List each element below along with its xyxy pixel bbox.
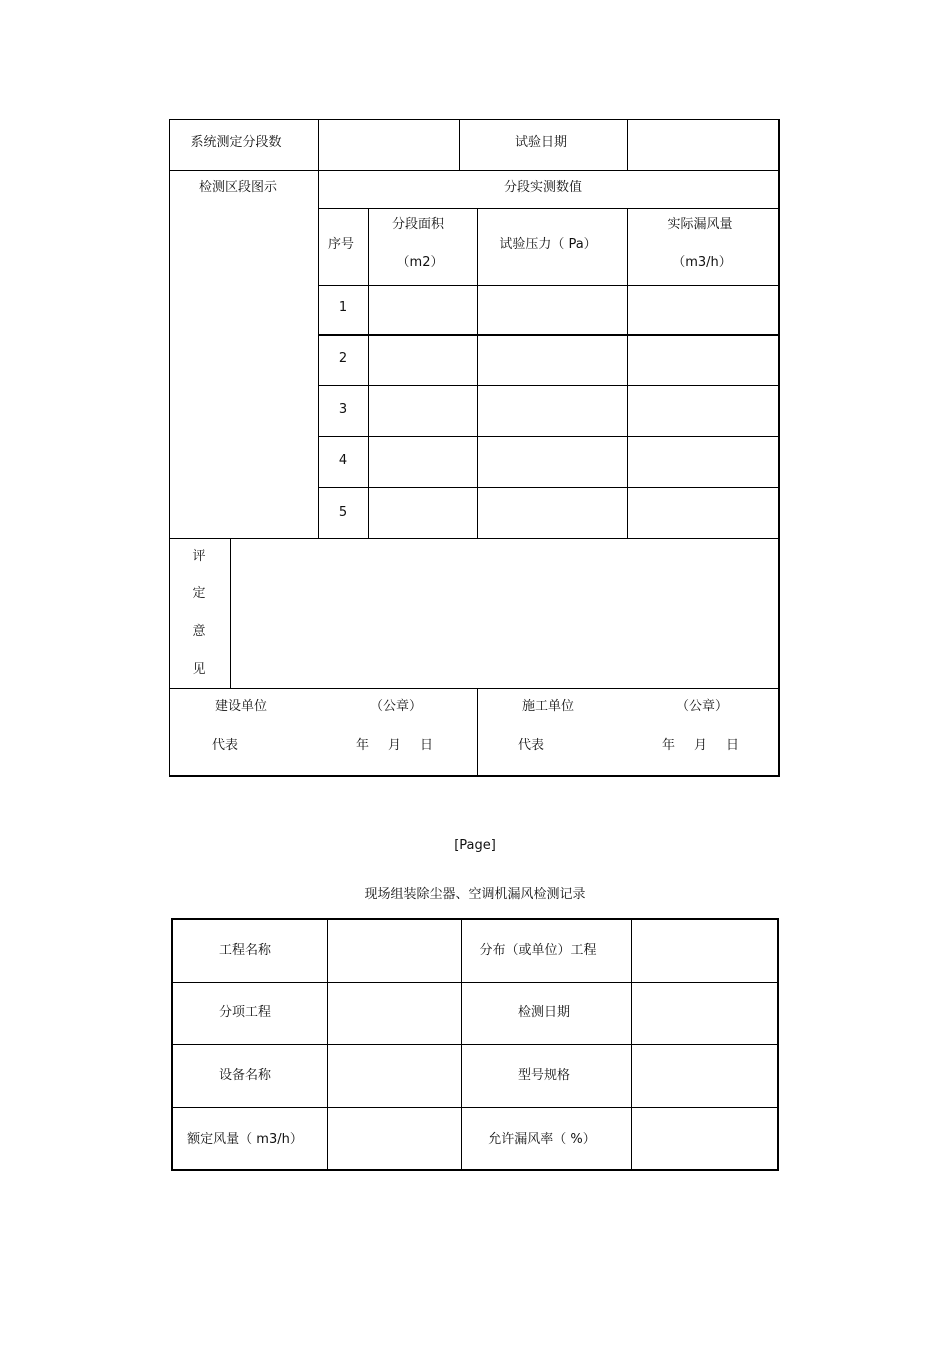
row-number: 2 xyxy=(338,351,348,366)
row-number: 3 xyxy=(338,402,348,417)
table1-hline xyxy=(318,208,780,209)
sub-item-label: 分项工程 xyxy=(218,1005,272,1020)
left-month-label: 月 xyxy=(388,738,402,753)
table2-vline xyxy=(631,918,632,1171)
table1-hline xyxy=(318,385,780,386)
left-seal-label: （公章） xyxy=(370,699,423,714)
opinion-char: 意 xyxy=(192,624,206,639)
table2-hline xyxy=(171,1044,779,1045)
table1-hline xyxy=(318,285,780,286)
right-seal-label: （公章） xyxy=(676,699,729,714)
inspect-date-label: 检测日期 xyxy=(517,1005,571,1020)
col-seq-header: 序号 xyxy=(327,237,355,252)
table1-vline xyxy=(627,208,628,538)
row-number: 1 xyxy=(338,300,348,315)
left-rep-label: 代表 xyxy=(212,738,239,753)
table1-hline xyxy=(169,538,780,539)
col-pressure-header: 试验压力（ Pa） xyxy=(499,237,597,252)
rated-air-label: 额定风量（ m3/h） xyxy=(187,1132,303,1147)
division-label: 分布（或单位）工程 xyxy=(479,943,597,958)
model-spec-label: 型号规格 xyxy=(517,1068,571,1083)
document-title: 现场组装除尘器、空调机漏风检测记录 xyxy=(364,887,586,902)
row-number: 4 xyxy=(338,453,348,468)
equipment-name-label: 设备名称 xyxy=(218,1068,272,1083)
right-month-label: 月 xyxy=(694,738,708,753)
left-year-label: 年 xyxy=(356,738,370,753)
table2-vline xyxy=(327,918,328,1171)
test-date-label: 试验日期 xyxy=(514,135,568,150)
contractor-unit-label: 施工单位 xyxy=(522,699,575,714)
table1-vline xyxy=(368,208,369,538)
right-day-label: 日 xyxy=(726,738,740,753)
allow-leak-label: 允许漏风率（ %） xyxy=(488,1132,596,1147)
opinion-char: 见 xyxy=(192,662,206,677)
construction-unit-label: 建设单位 xyxy=(215,699,268,714)
col-leak-header: 实际漏风量 xyxy=(667,217,733,232)
project-name-label: 工程名称 xyxy=(218,943,272,958)
table2-vline xyxy=(461,918,462,1171)
table2-hline xyxy=(171,1107,779,1108)
diagram-label: 检测区段图示 xyxy=(198,180,278,195)
right-year-label: 年 xyxy=(662,738,676,753)
table1-hline xyxy=(318,334,780,336)
table1-vline xyxy=(477,688,478,777)
right-rep-label: 代表 xyxy=(518,738,545,753)
col-area-unit: （m2） xyxy=(396,255,444,270)
table1-hline xyxy=(318,487,780,488)
left-day-label: 日 xyxy=(420,738,434,753)
col-leak-unit: （m3/h） xyxy=(672,255,732,270)
table1-vline xyxy=(627,119,628,170)
table1-vline xyxy=(477,208,478,538)
opinion-char: 定 xyxy=(192,586,206,601)
row-number: 5 xyxy=(338,505,348,520)
table1-hline xyxy=(169,688,780,689)
table1-hline xyxy=(318,436,780,437)
table1-hline xyxy=(169,170,780,171)
page-marker: [Page] xyxy=(454,838,496,853)
segments-count-label: 系统测定分段数 xyxy=(190,135,282,150)
measured-values-header: 分段实测数值 xyxy=(503,180,583,195)
opinion-char: 评 xyxy=(192,549,206,564)
table1-vline xyxy=(318,119,319,538)
table1-vline xyxy=(459,119,460,170)
table2-hline xyxy=(171,982,779,983)
col-area-header: 分段面积 xyxy=(391,217,445,232)
table1-vline xyxy=(230,538,231,688)
